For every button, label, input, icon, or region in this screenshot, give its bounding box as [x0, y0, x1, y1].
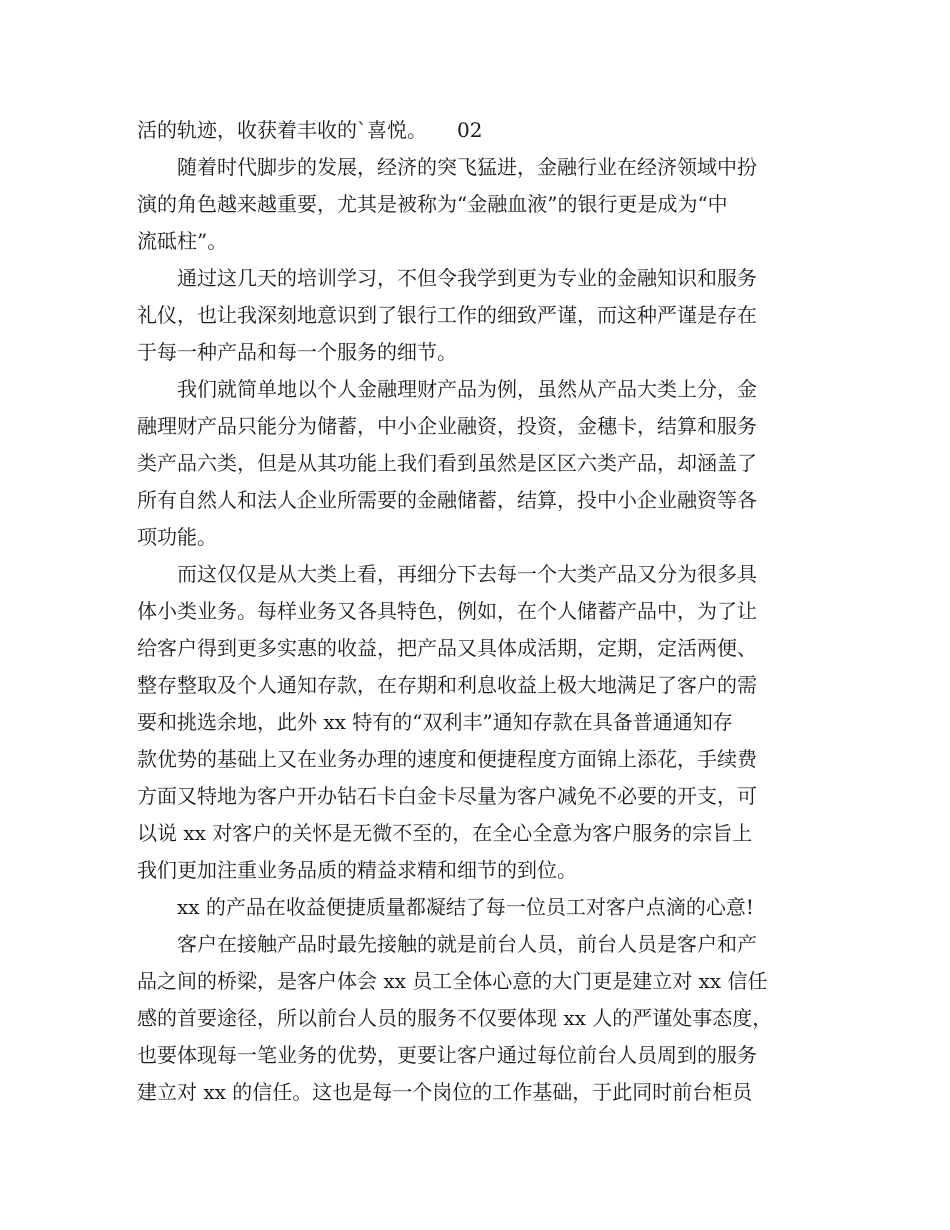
text-line: 整存整取及个人通知存款，在存期和利息收益上极大地满足了客户的需 — [137, 673, 757, 697]
body-text — [137, 112, 827, 1111]
text-line: 项功能。 — [137, 525, 217, 549]
text-line: 品之间的桥梁，是客户体会 xx 员工全体心意的大门更是建立对 xx 信任 — [137, 969, 768, 993]
text-line: 感的首要途径，所以前台人员的服务不仅要体现 xx 人的严谨处事态度， — [137, 1006, 773, 1030]
text-line: 客户在接触产品时最先接触的就是前台人员，前台人员是客户和产 — [137, 932, 757, 956]
text-line: 礼仪，也让我深刻地意识到了银行工作的细致严谨，而这种严谨是存在 — [137, 303, 757, 327]
text-line: xx 的产品在收益便捷质量都凝结了每一位员工对客户点滴的心意! — [137, 895, 754, 919]
text-line: 随着时代脚步的发展，经济的突飞猛进，金融行业在经济领域中扮 — [137, 155, 757, 179]
text-line: 我们就简单地以个人金融理财产品为例，虽然从产品大类上分，金 — [137, 377, 757, 401]
text-line: 建立对 xx 的信任。这也是每一个岗位的工作基础，于此同时前台柜员 — [137, 1080, 753, 1104]
text-line: 我们更加注重业务品质的精益求精和细节的到位。 — [137, 858, 577, 882]
text-line: 而这仅仅是从大类上看，再细分下去每一个大类产品又分为很多具 — [137, 562, 757, 586]
text-line: 于每一种产品和每一个服务的细节。 — [137, 340, 457, 364]
text-line: 类产品六类，但是从其功能上我们看到虽然是区区六类产品，却涵盖了 — [137, 451, 757, 475]
text-line: 要和挑选余地，此外 xx 特有的“双利丰”通知存款在具备普通通知存 — [137, 710, 733, 734]
text-line: 活的轨迹，收获着丰收的`喜悦。 02 — [137, 118, 483, 142]
text-line: 流砥柱”。 — [137, 229, 228, 253]
text-line: 也要体现每一笔业务的优势，更要让客户通过每位前台人员周到的服务 — [137, 1043, 757, 1067]
text-line: 方面又特地为客户开办钻石卡白金卡尽量为客户减免不必要的开支，可 — [137, 784, 757, 808]
text-line: 体小类业务。每样业务又各具特色，例如，在个人储蓄产品中，为了让 — [137, 599, 757, 623]
text-line: 以说 xx 对客户的关怀是无微不至的，在全心全意为客户服务的宗旨上 — [137, 821, 753, 845]
text-line: 款优势的基础上又在业务办理的速度和便捷程度方面锦上添花，手续费 — [137, 747, 757, 771]
text-line: 给客户得到更多实惠的收益，把产品又具体成活期，定期，定活两便、 — [137, 636, 757, 660]
text-line: 通过这几天的培训学习，不但令我学到更为专业的金融知识和服务 — [137, 266, 757, 290]
text-line: 融理财产品只能分为储蓄，中小企业融资，投资，金穗卡，结算和服务 — [137, 414, 757, 438]
text-line: 演的角色越来越重要，尤其是被称为“金融血液”的银行更是成为“中 — [137, 192, 728, 216]
text-line: 所有自然人和法人企业所需要的金融储蓄，结算，投中小企业融资等各 — [137, 488, 757, 512]
